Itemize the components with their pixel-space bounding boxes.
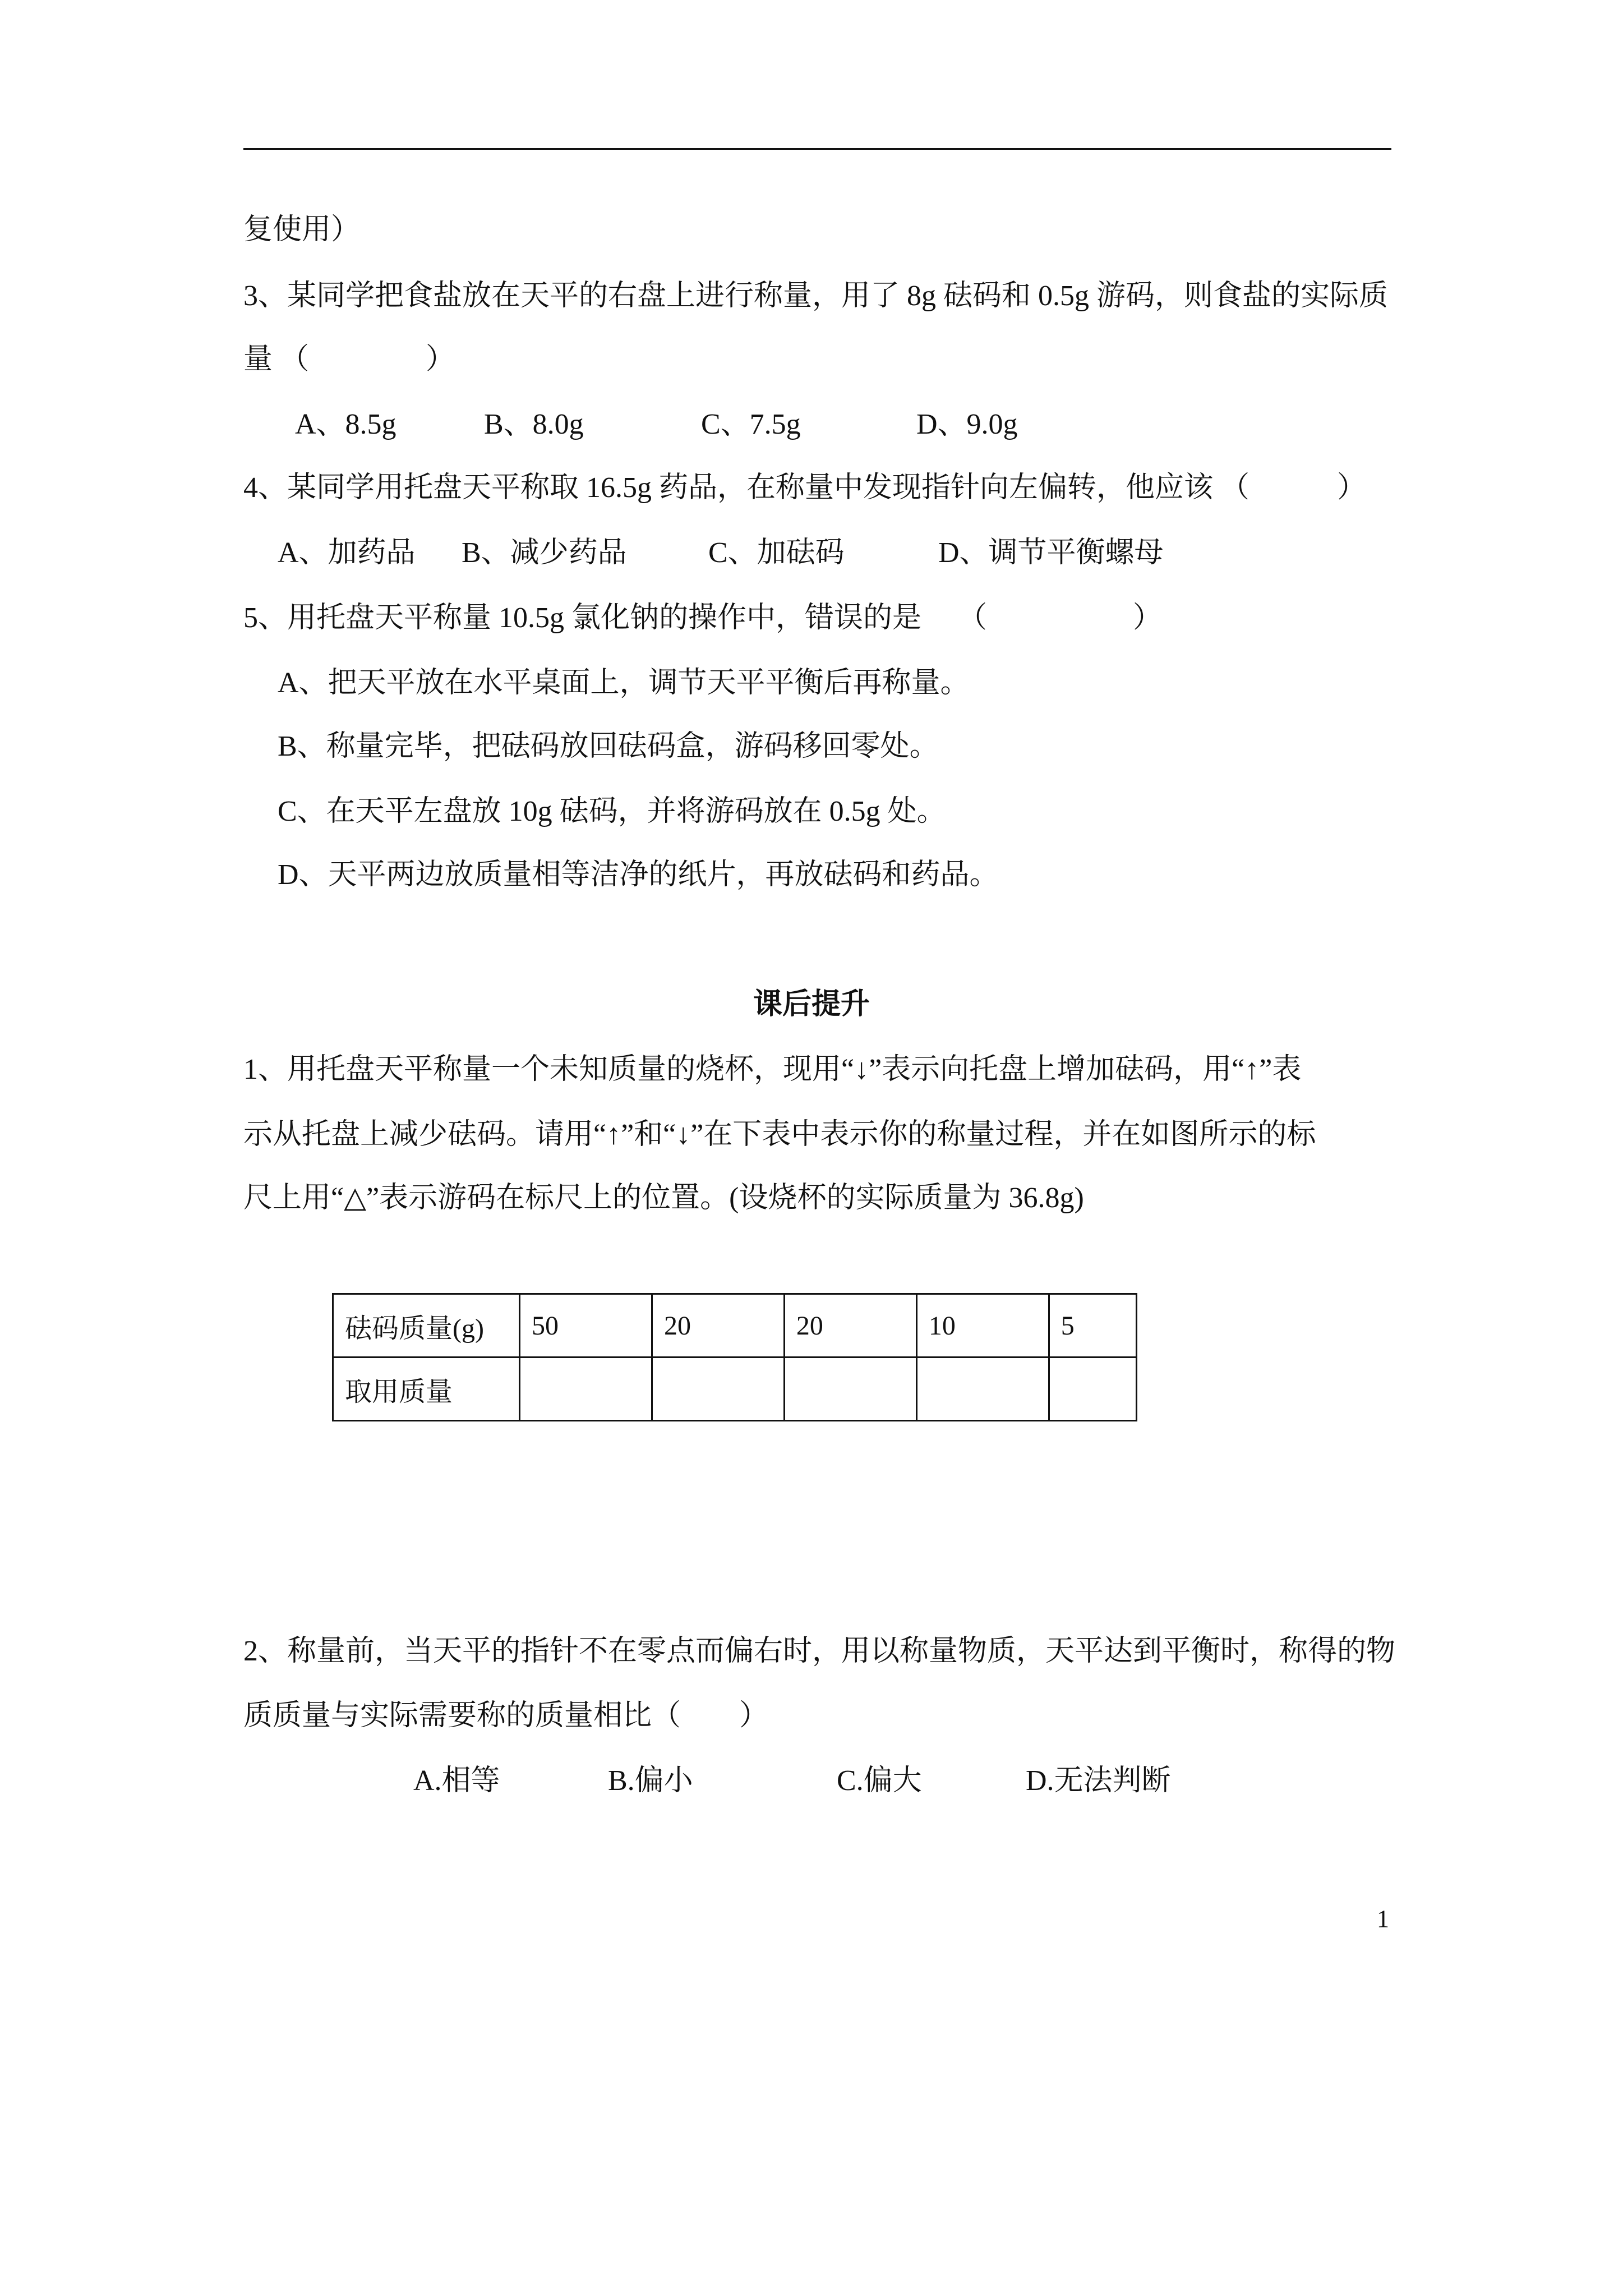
table-cell-empty [520, 1358, 652, 1421]
table-row [333, 1358, 1137, 1421]
page-number: 1 [1377, 1905, 1389, 1932]
table-cell-weight: 5 [1049, 1294, 1136, 1358]
q3-option-c: C、7.5g [701, 408, 801, 440]
q4-option-c: C、加砝码 [708, 537, 845, 569]
table-cell-empty [916, 1358, 1049, 1421]
p2-option-b: B.偏小 [608, 1765, 693, 1797]
p1-text-line1: 1、用托盘天平称量一个未知质量的烧杯，现用“↓”表示向托盘上增加砝码，用“↑”表 [243, 1053, 1302, 1085]
q4-text: 4、某同学用托盘天平称取 16.5g 药品，在称量中发现指针向左偏转，他应该 （ ） [243, 472, 1367, 504]
table-cell-empty [784, 1358, 916, 1421]
table-cell-empty [1049, 1358, 1136, 1421]
q4-option-d: D、调节平衡螺母 [938, 537, 1164, 569]
q5-option-a: A、把天平放在水平桌面上，调节天平平衡后再称量。 [278, 667, 970, 699]
p1-text-line3: 尺上用“△”表示游码在标尺上的位置。(设烧杯的实际质量为 36.8g) [243, 1182, 1084, 1214]
q4-option-b: B、减少药品 [462, 537, 627, 569]
p2-text-cont: 质质量与实际需要称的质量相比（ ） [243, 1700, 769, 1732]
p2-option-d: D.无法判断 [1026, 1765, 1171, 1797]
table-cell-weight: 20 [652, 1294, 784, 1358]
q4-option-a: A、加药品 [278, 537, 416, 569]
q3-option-d: D、9.0g [916, 408, 1018, 440]
weights-table [332, 1293, 1137, 1421]
q5-option-d: D、天平两边放质量相等洁净的纸片，再放砝码和药品。 [278, 859, 999, 891]
q3-text-cont: 量 （ ） [243, 343, 455, 375]
p2-option-a: A.相等 [413, 1765, 500, 1797]
p2-text: 2、称量前，当天平的指针不在零点而偏右时，用以称量物质，天平达到平衡时，称得的物 [243, 1635, 1396, 1667]
q5-option-b: B、称量完毕，把砝码放回砝码盒，游码移回零处。 [278, 730, 939, 762]
section-title: 课后提升 [753, 988, 870, 1020]
table-cell-weight: 50 [520, 1294, 652, 1358]
q3-text: 3、某同学把食盐放在天平的右盘上进行称量，用了 8g 砝码和 0.5g 游码，则食盐的实际质 [243, 280, 1389, 312]
table-cell-weight: 20 [784, 1294, 916, 1358]
q3-option-a: A、8.5g [295, 408, 396, 440]
table-row [333, 1294, 1137, 1358]
continued-text: 复使用） [243, 214, 361, 246]
q5-option-c: C、在天平左盘放 10g 砝码，并将游码放在 0.5g 处。 [278, 795, 946, 827]
header-rule [243, 148, 1391, 150]
q3-option-b: B、8.0g [484, 408, 584, 440]
table-cell-empty [652, 1358, 784, 1421]
table-header-used: 取用质量 [333, 1358, 520, 1421]
table-header-weight: 砝码质量(g) [333, 1294, 520, 1358]
p1-text-line2: 示从托盘上减少砝码。请用“↑”和“↓”在下表中表示你的称量过程，并在如图所示的标 [243, 1119, 1316, 1151]
q5-text: 5、用托盘天平称量 10.5g 氯化钠的操作中，错误的是 （ ） [243, 602, 1163, 634]
p2-option-c: C.偏大 [837, 1765, 922, 1797]
table-cell-weight: 10 [916, 1294, 1049, 1358]
